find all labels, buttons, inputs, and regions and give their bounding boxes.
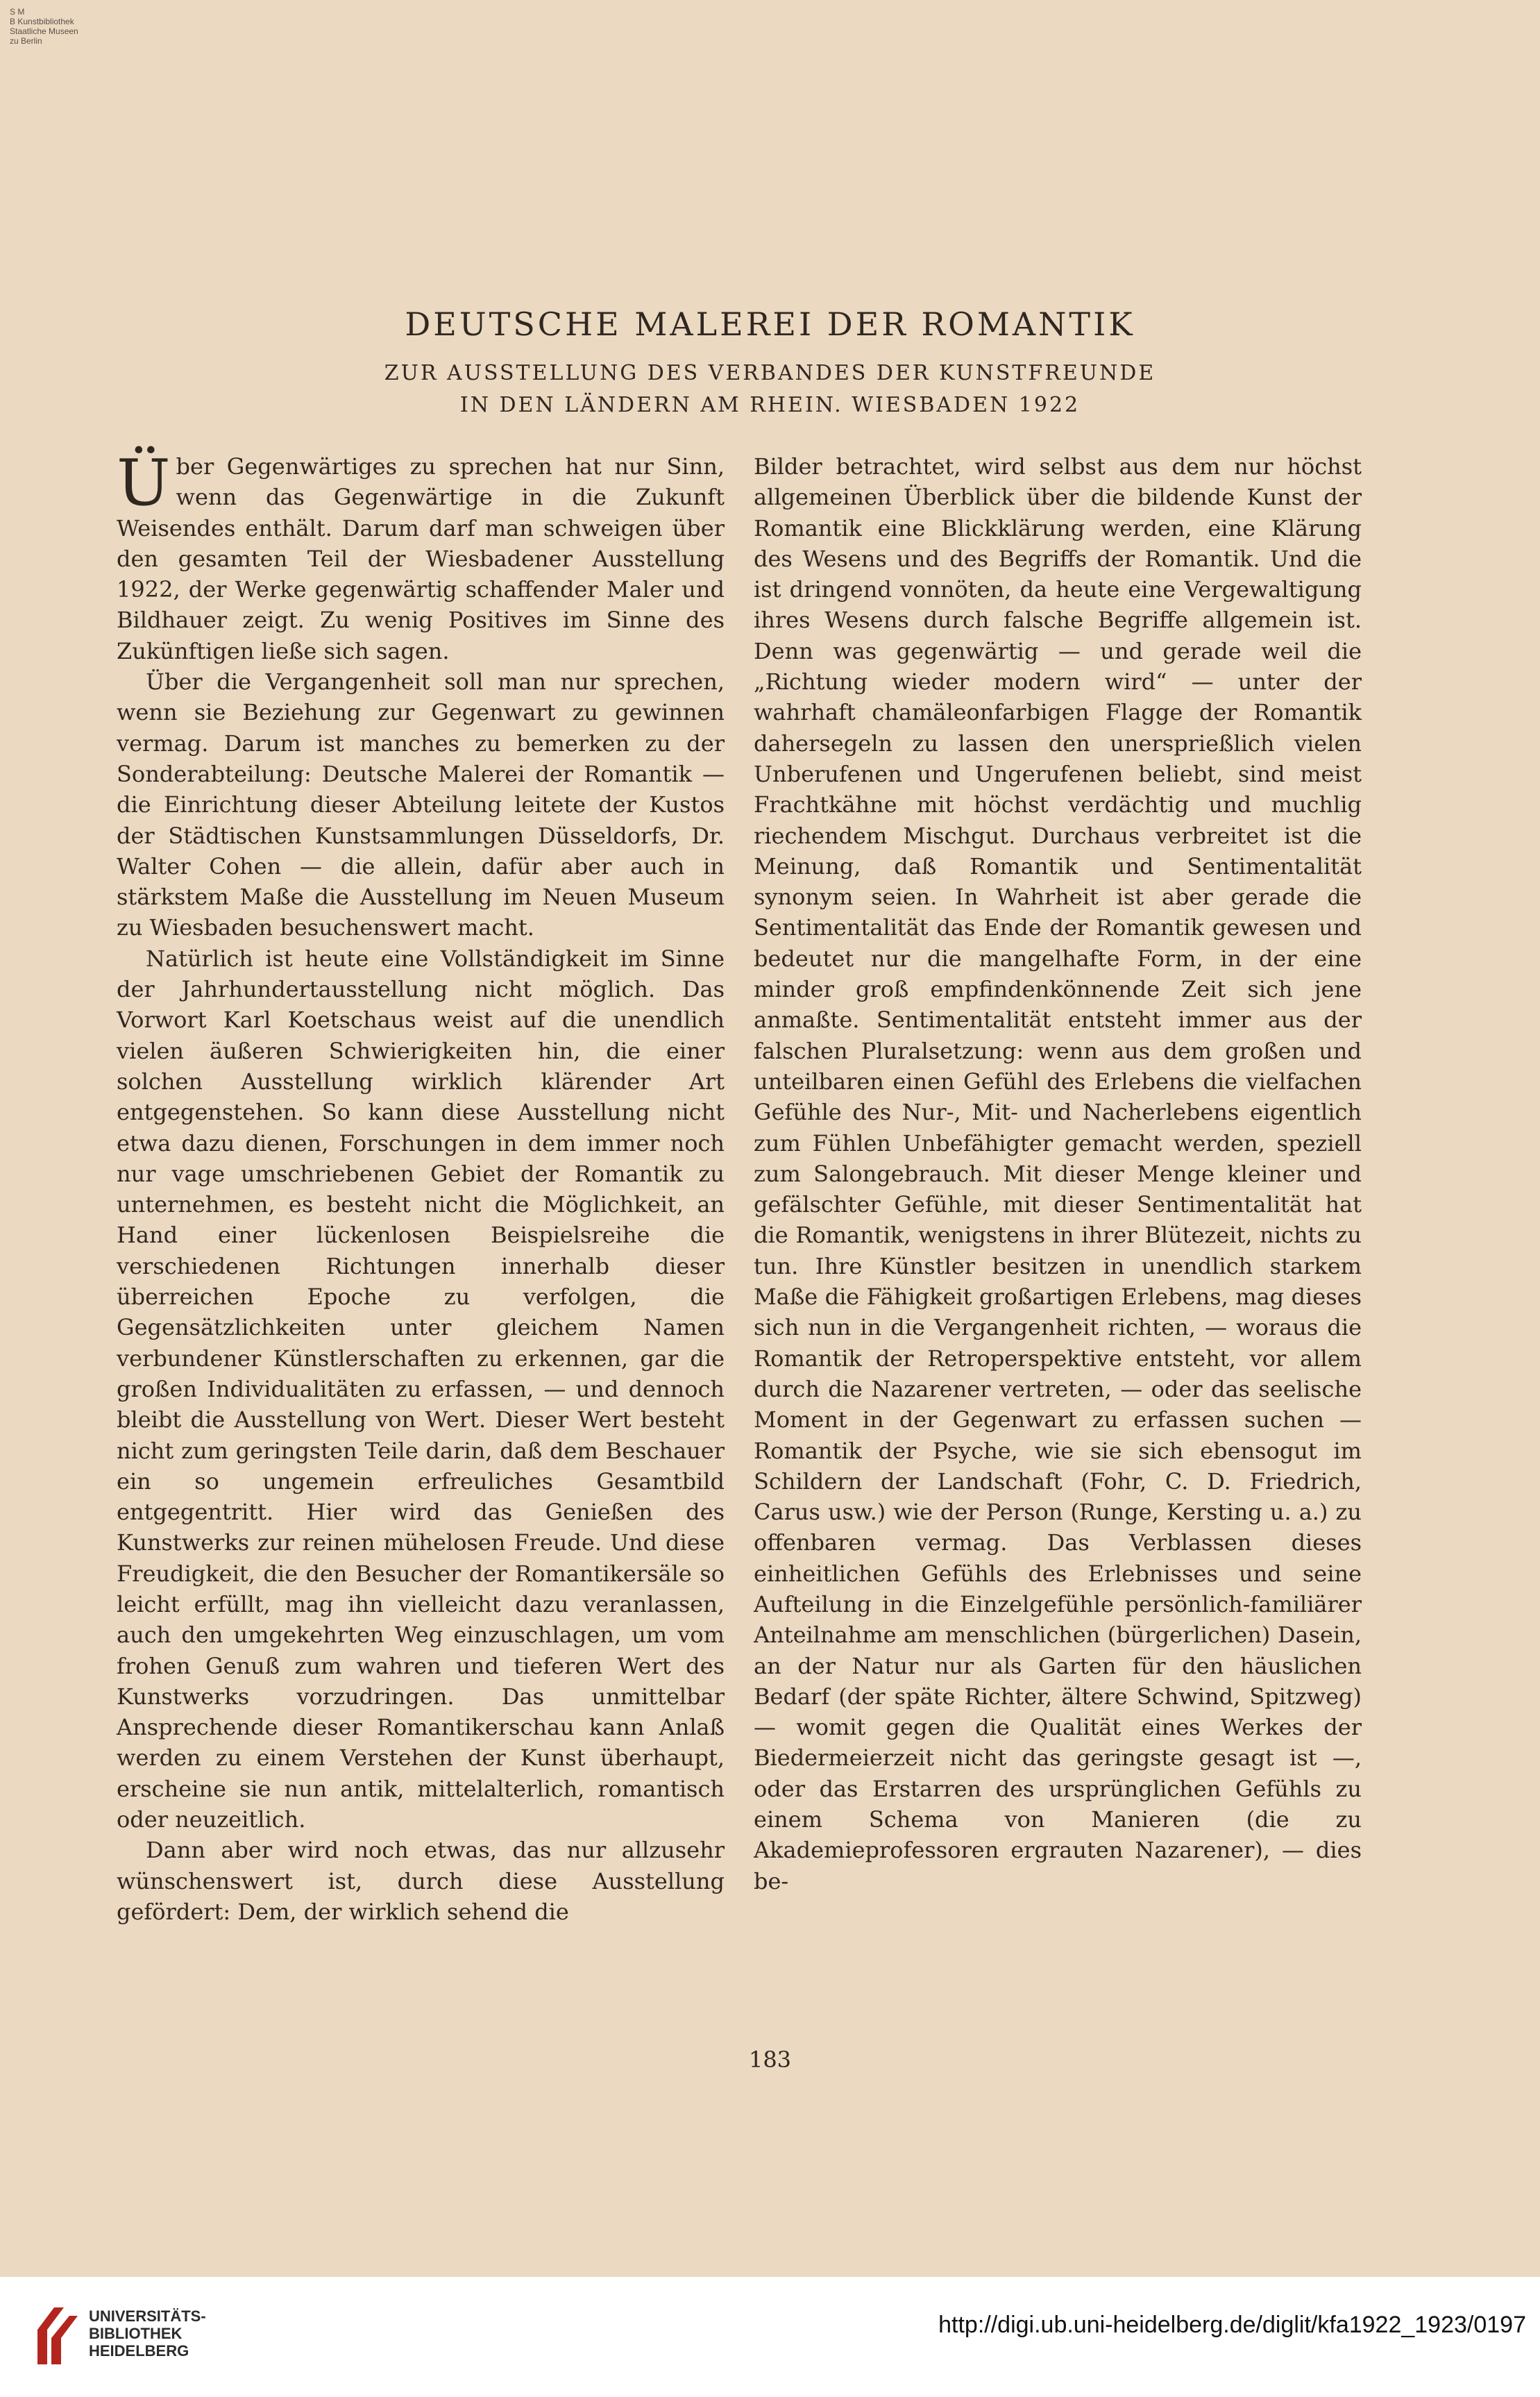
stamp-line: S M [10,7,25,17]
drop-cap: Ü [117,446,171,520]
source-url-link[interactable]: http://digi.ub.uni-heidelberg.de/diglit/kfa1922_1923/0197 [938,2312,1526,2338]
library-logo-icon [33,2302,82,2369]
library-name-line: HEIDELBERG [89,2342,189,2360]
paragraph: Dann aber wird noch etwas, das nur allzusehr wünschenswert ist, durch diese Ausstellung gefördert: Dem, der wirklich sehend die [117,1837,725,1925]
article-title: DEUTSCHE MALEREI DER ROMANTIK [405,305,1135,343]
article-subtitle-line2: IN DEN LÄNDERN AM RHEIN. WIESBADEN 1922 [459,393,1081,417]
stamp-line: B Kunstbibliothek [10,17,74,26]
paragraph-text: ber Gegenwärtiges zu sprechen hat nur Sinn, wenn das Gegenwärtige in die Zukunft Weisendes enthält. Darum darf man schweigen über den gesamten Teil der Wiesbadener Ausstellung 1922, der Werke gegenwärtig schaffender Maler und Bildhauer zeigt. Zu wenig Positives im Sinne des Zukünftigen ließe sich sagen. [117,453,725,664]
library-name-line: UNIVERSITÄTS- [89,2307,206,2325]
paragraph: Bilder betrachtet, wird selbst aus dem nur höchst allgemeinen Überblick über die bildende Kunst der Romantik eine Blickklärung werden, eine Klärung des Wesens und des Begriffs der Romantik. Und die ist dringend vonnöten, da heute eine Vergewaltigung ihres Wesens durch falsche Begriffe allgemein ist. Denn was gegenwärtig — und gerade weil die „Richtung wieder modern wird“ — unter der wahrhaft chamäleonfarbigen Flagge der Romantik dahersegeln zu lassen den unersprießlich vielen Unberufenen und Ungerufenen beliebt, sind meist Frachtkähne mit höchst verdächtig und muchlig riechendem Mischgut. Durchaus verbreitet ist die Meinung, daß Romantik und Sentimentalität synonym seien. In Wahrheit ist aber gerade die Sentimentalität das Ende der Romantik gewesen und bedeutet nur die mangelhafte Form, in der eine minder groß empfindenkönnende Zeit sich jene anmaßte. Sentimentalität entsteht immer aus der falschen Pluralsetzung: wenn aus dem großen und unteilbaren einen Gefühl des Erlebens die vielfachen Gefühle des Nur-, Mit- und Nacherlebens eigentlich zum Fühlen Unbefähigter gemacht werden, speziell zum Salongebrauch. Mit dieser Menge kleiner und gefälschter Gefühle, mit dieser Sentimentalität hat die Romantik, wenigstens in ihrer Blütezeit, nichts zu tun. Ihre Künstler besitzen in unendlich starkem Maße die Fähigkeit großartigen Erlebens, mag dieses sich nun in die Vergangenheit richten, — woraus die Romantik der Retroperspektive entsteht, vor allem durch die Nazarener vertreten, — oder das seelische Moment in der Gegenwart zu erfassen suchen — Romantik der Psyche, wie sie sich ebensogut im Schildern der Landschaft (Fohr, C. D. Friedrich, Carus usw.) wie der Person (Runge, Kersting u. a.) zu offenbaren vermag. Das Verblassen dieses einheitlichen Gefühls des Erlebnisses und seine Aufteilung in die Einzelgefühle persönlich-familiärer Anteilnahme am menschlichen (bürgerlichen) Dasein, an der Natur nur als Garten für den häuslichen Bedarf (der späte Richter, ältere Schwind, Spitzweg) — womit gegen die Qualität eines Werkes der Biedermeierzeit nicht das geringste gesagt ist —, oder das Erstarren des ursprünglichen Gefühls zu einem Schema von Manieren (die zu Akademieprofessoren ergrauten Nazarener), — dies be- [754,453,1362,1894]
stamp-line: zu Berlin [10,36,42,46]
left-column [117,446,725,1927]
footer-bar [0,2277,1540,2397]
paragraph: Über die Vergangenheit soll man nur sprechen, wenn sie Beziehung zur Gegenwart zu gewinnen vermag. Darum ist manches zu bemerken zu der Sonderabteilung: Deutsche Malerei der Romantik — die Einrichtung dieser Abteilung leitete der Kustos der Städtischen Kunstsammlungen Düsseldorfs, Dr. Walter Cohen — die allein, dafür aber auch in stärkstem Maße die Ausstellung im Neuen Museum zu Wiesbaden besuchenswert macht. [117,668,725,941]
library-stamp [10,7,78,46]
page-number: 183 [748,2046,792,2073]
library-name [89,2307,206,2360]
stamp-line: Staatliche Museen [10,26,78,36]
paragraph [117,446,725,666]
right-column [754,451,1362,1896]
article-subtitle-line1: ZUR AUSSTELLUNG DES VERBANDES DER KUNSTFREUNDE [384,361,1156,385]
paragraph: Natürlich ist heute eine Vollständigkeit im Sinne der Jahrhundertausstellung nicht möglich. Das Vorwort Karl Koetschaus weist auf die unendlich vielen äußeren Schwierigkeiten hin, die einer solchen Ausstellung wirklich klärender Art entgegenstehen. So kann diese Ausstellung nicht etwa dazu dienen, Forschungen in dem immer noch nur vage umschriebenen Gebiet der Romantik zu unternehmen, es besteht nicht die Möglichkeit, an Hand einer lückenlosen Beispielsreihe die verschiedenen Richtungen innerhalb dieser überreichen Epoche zu verfolgen, die Gegensätzlichkeiten unter gleichem Namen verbundener Künstlerschaften zu erkennen, gar die großen Individualitäten zu erfassen, — und dennoch bleibt die Ausstellung von Wert. Dieser Wert besteht nicht zum geringsten Teile darin, daß dem Beschauer ein so ungemein erfreuliches Gesamtbild entgegentritt. Hier wird das Genießen des Kunstwerks zur reinen mühelosen Freude. Und diese Freudigkeit, die den Besucher der Romantikersäle so leicht erfüllt, mag ihn vielleicht dazu veranlassen, auch den umgekehrten Weg einzuschlagen, um vom frohen Genuß zum wahren und tieferen Wert des Kunstwerks vorzudringen. Das unmittelbar Ansprechende dieser Romantikerschau kann Anlaß werden zu einem Verstehen der Kunst überhaupt, erscheine sie nun antik, mittelalterlich, romantisch oder neuzeitlich. [117,945,725,1833]
library-name-line: BIBLIOTHEK [89,2325,183,2342]
